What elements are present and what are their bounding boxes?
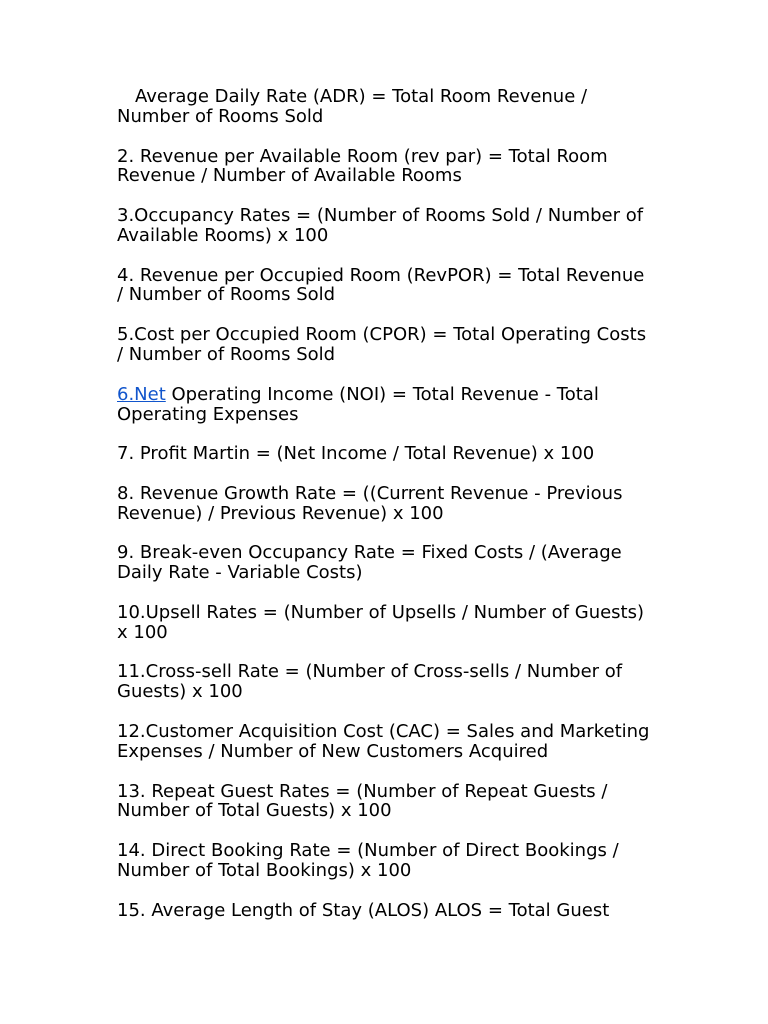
formula-line: 7. Profit Martin = (Net Income / Total Revenue) x 100 xyxy=(117,443,595,465)
formula-line: 9. Break-even Occupancy Rate = Fixed Costs / (Average xyxy=(117,542,622,564)
formula-line-text: Operating Income (NOI) = Total Revenue - Total xyxy=(171,383,599,405)
formula-line: / Number of Rooms Sold xyxy=(117,343,336,365)
formula-line: 13. Repeat Guest Rates = (Number of Repeat Guests / xyxy=(117,780,608,802)
net-hyperlink[interactable]: 6.Net xyxy=(117,383,166,405)
formula-line: Daily Rate - Variable Costs) xyxy=(117,562,363,584)
formula-item-revenue-growth xyxy=(117,484,737,524)
formula-line: Available Rooms) x 100 xyxy=(117,224,329,246)
formula-line xyxy=(117,385,737,405)
formula-list xyxy=(117,87,737,940)
formula-line: Average Daily Rate (ADR) = Total Room Revenue / xyxy=(135,86,588,107)
formula-line: 2. Revenue per Available Room (rev par) = Total Room xyxy=(117,145,608,167)
formula-line: Expenses / Number of New Customers Acquired xyxy=(117,740,549,762)
formula-line: Number of Total Guests) x 100 xyxy=(117,800,392,822)
formula-line: 4. Revenue per Occupied Room (RevPOR) = Total Revenue xyxy=(117,264,645,286)
formula-item-cpor xyxy=(117,325,737,365)
formula-line: 10.Upsell Rates = (Number of Upsells / Number of Guests) xyxy=(117,601,645,623)
formula-item-repeat-guest xyxy=(117,782,737,822)
formula-item-cac xyxy=(117,722,737,762)
formula-item-adr xyxy=(117,87,737,127)
formula-item-occupancy xyxy=(117,206,737,246)
formula-line: 15. Average Length of Stay (ALOS) ALOS = Total Guest xyxy=(117,899,610,921)
formula-line: Number of Total Bookings) x 100 xyxy=(117,859,412,881)
formula-item-upsell xyxy=(117,603,737,643)
formula-line: Revenue) / Previous Revenue) x 100 xyxy=(117,502,444,524)
formula-item-break-even xyxy=(117,543,737,583)
formula-line: 12.Customer Acquisition Cost (CAC) = Sales and Marketing xyxy=(117,721,650,742)
formula-item-alos xyxy=(117,901,737,921)
formula-line: Guests) x 100 xyxy=(117,681,243,703)
formula-line: Operating Expenses xyxy=(117,403,299,425)
formula-line: Number of Rooms Sold xyxy=(117,105,324,127)
formula-line: Revenue / Number of Available Rooms xyxy=(117,165,462,187)
formula-item-revpor xyxy=(117,266,737,306)
formula-item-profit-margin xyxy=(117,444,737,464)
formula-line: / Number of Rooms Sold xyxy=(117,284,336,306)
formula-line: 8. Revenue Growth Rate = ((Current Revenue - Previous xyxy=(117,482,623,504)
formula-item-direct-booking xyxy=(117,841,737,881)
formula-line: 11.Cross-sell Rate = (Number of Cross-sells / Number of xyxy=(117,661,623,683)
formula-item-revpar xyxy=(117,147,737,187)
formula-line: 14. Direct Booking Rate = (Number of Direct Bookings / xyxy=(117,840,619,862)
formula-item-cross-sell xyxy=(117,662,737,702)
formula-line: x 100 xyxy=(117,621,168,643)
formula-line: 3.Occupancy Rates = (Number of Rooms Sold / Number of xyxy=(117,205,644,227)
formula-item-noi xyxy=(117,385,737,425)
formula-line: 5.Cost per Occupied Room (CPOR) = Total Operating Costs xyxy=(117,324,647,346)
